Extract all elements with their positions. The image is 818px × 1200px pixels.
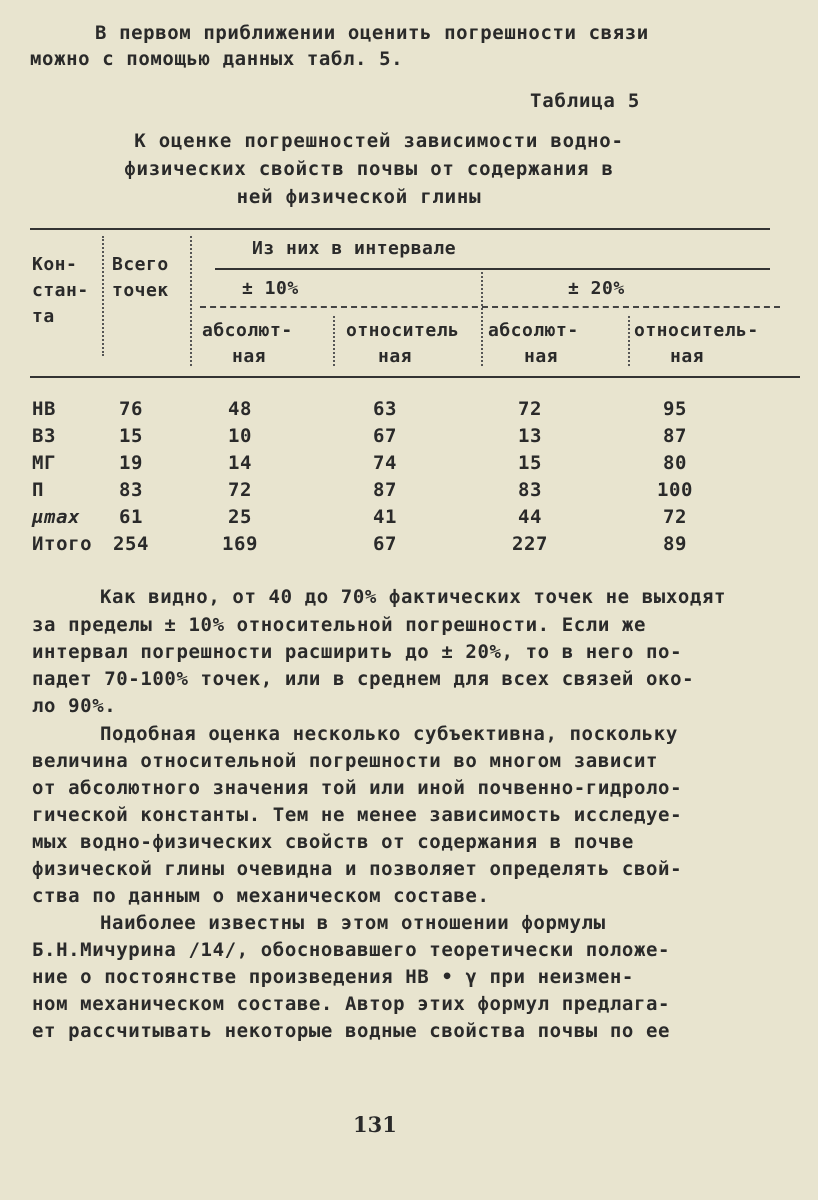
row-constant: П [32,479,45,501]
table-top-rule [30,228,770,230]
header-bottom-rule [30,376,800,378]
paragraph-line: физической глины очевидна и позволяет определять свой- [32,858,683,880]
paragraph-line: гической константы. Тем не менее зависимость исследуе- [32,804,683,826]
header-rel20-1: относитель- [634,320,759,341]
row-total: 15 [118,425,144,447]
paragraph-line: Подобная оценка несколько субъективна, поскольку [100,723,678,745]
row-total: 254 [112,533,150,555]
row-abs20: 72 [517,398,543,420]
header-total-1: Всего [112,254,169,275]
header-interval: Из них в интервале [252,238,457,259]
row-constant: Итого [32,533,93,555]
row-abs20: 83 [517,479,543,501]
paragraph-line: от абсолютного значения той или иной почвенно-гидроло- [32,777,683,799]
paragraph-line: ном механическом составе. Автор этих формул предлага- [32,993,671,1015]
col-separator-2 [190,236,192,366]
header-pm20: ± 20% [568,278,625,299]
row-total: 76 [118,398,144,420]
header-pm10: ± 10% [242,278,299,299]
paragraph-line: ние о постоянстве произведения НВ • γ при неизмен- [32,966,634,988]
row-abs20: 227 [511,533,549,555]
header-constant-1: Кон- [32,254,78,275]
header-constant-2: стан- [32,280,89,301]
row-total: 19 [118,452,144,474]
row-rel10: 41 [372,506,398,528]
row-constant: ВЗ [32,425,57,447]
row-rel20: 72 [662,506,688,528]
col-separator-4 [481,272,483,366]
paragraph-line: Наиболее известны в этом отношении формулы [100,912,606,934]
row-rel20: 87 [662,425,688,447]
row-abs20: 44 [517,506,543,528]
row-rel20: 89 [662,533,688,555]
intro-line-1: В первом приближении оценить погрешности связи [95,22,649,44]
row-rel10: 74 [372,452,398,474]
caption-line-3: ней физической глины [236,186,482,208]
row-abs10: 10 [227,425,253,447]
header-abs20-1: абсолют- [488,320,579,341]
paragraph-line: падет 70-100% точек, или в среднем для всех связей око- [32,668,695,690]
paragraph-line: Б.Н.Мичурина /14/, обосновавшего теоретически положе- [32,939,671,961]
row-abs20: 13 [517,425,543,447]
row-abs10: 25 [227,506,253,528]
page-number: 131 [353,1112,397,1137]
paragraph-line: мых водно-физических свойств от содержания в почве [32,831,634,853]
col-separator-3 [333,316,335,366]
row-rel20: 80 [662,452,688,474]
row-rel10: 87 [372,479,398,501]
header-rel10-1: относитель [346,320,460,341]
row-abs10: 169 [221,533,259,555]
paragraph-line: величина относительной погрешности во многом зависит [32,750,659,772]
row-rel20: 100 [656,479,694,501]
row-abs10: 48 [227,398,253,420]
intro-line-2: можно с помощью данных табл. 5. [30,48,404,70]
paragraph-line: интервал погрешности расширить до ± 20%, то в него по- [32,641,683,663]
paragraph-line: ло 90%. [32,695,117,717]
header-total-2: точек [112,280,169,301]
row-abs20: 15 [517,452,543,474]
paragraph-line: ства по данным о механическом составе. [32,885,490,907]
row-constant: НВ [32,398,57,420]
header-rel20-2: ная [670,346,705,367]
caption-line-1: К оценке погрешностей зависимости водно- [134,130,624,152]
row-rel10: 63 [372,398,398,420]
paragraph-line: Как видно, от 40 до 70% фактических точек не выходят [100,586,727,608]
row-rel10: 67 [372,533,398,555]
header-abs10-2: ная [232,346,267,367]
row-abs10: 72 [227,479,253,501]
col-separator-5 [628,316,630,366]
row-total: 83 [118,479,144,501]
col-separator-1 [102,236,104,356]
header-constant-3: та [32,306,55,327]
header-abs20-2: ная [524,346,559,367]
table-label: Таблица 5 [530,90,641,112]
interval-rule [215,268,770,270]
row-constant: МГ [32,452,57,474]
row-rel10: 67 [372,425,398,447]
row-constant: μmax [32,506,81,528]
row-abs10: 14 [227,452,253,474]
subgroup-rule [200,306,780,308]
row-rel20: 95 [662,398,688,420]
caption-line-2: физических свойств почвы от содержания в [124,158,614,180]
paragraph-line: ет рассчитывать некоторые водные свойства почвы по ее [32,1020,671,1042]
paragraph-line: за пределы ± 10% относительной погрешности. Если же [32,614,646,636]
header-abs10-1: абсолют- [202,320,293,341]
header-rel10-2: ная [378,346,413,367]
row-total: 61 [118,506,144,528]
